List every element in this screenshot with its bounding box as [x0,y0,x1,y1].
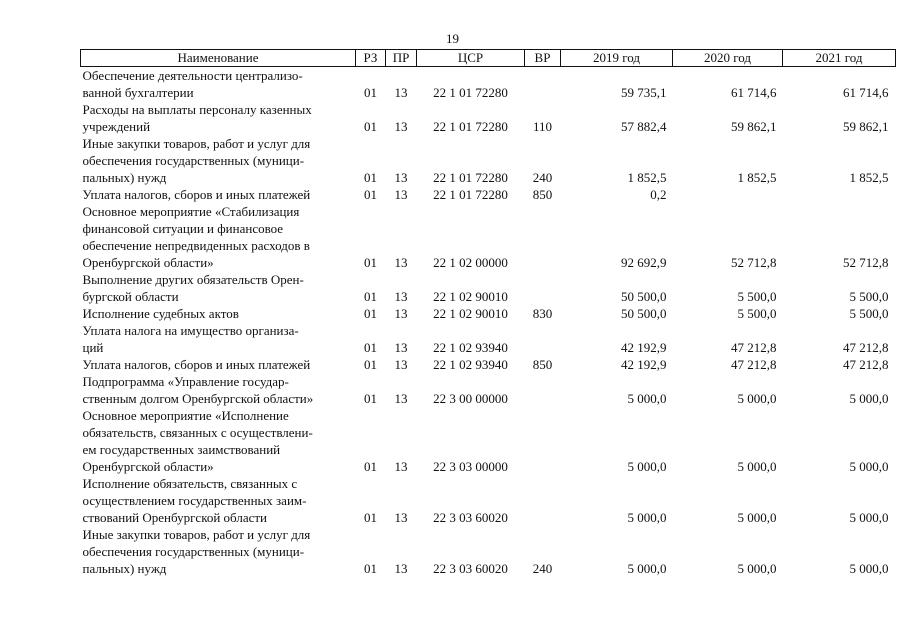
table-row [81,526,896,577]
cell-csr: 22 1 02 90010 [433,306,508,321]
name-line: обеспечения государственных (муници- [82,153,305,168]
table-row [81,186,896,203]
cell-2019: 5 000,0 [627,510,667,525]
cell-rz: 01 [364,170,377,185]
header-rz: РЗ [356,50,386,67]
table-row [81,135,896,186]
cell-2021: 47 212,8 [843,340,889,355]
cell-2020: 5 000,0 [737,459,777,474]
cell-name [81,203,356,271]
name-line: Исполнение обязательств, связанных с [82,476,298,491]
name-line: Исполнение судебных актов [82,306,239,321]
cell-rz: 01 [364,85,377,100]
cell-vr [525,407,561,475]
page-number: 19 [446,31,459,46]
cell-pr: 13 [394,340,408,355]
header-csr: ЦСР [417,50,525,67]
table-row [81,271,896,305]
cell-pr: 13 [394,119,408,134]
cell-rz: 01 [364,510,377,525]
header-2020: 2020 год [673,50,783,67]
cell-2021: 1 852,5 [849,170,889,185]
name-line: Подпрограмма «Управление государ- [82,374,289,389]
cell-2021: 61 714,6 [843,85,889,100]
name-line: Основное мероприятие «Исполнение [82,408,289,423]
name-line: обеспечение непредвиденных расходов в [82,238,310,253]
cell-name [81,135,356,186]
cell-pr: 13 [394,306,408,321]
cell-2019: 50 500,0 [621,306,667,321]
cell-csr: 22 1 02 93940 [433,340,508,355]
cell-pr: 13 [394,357,408,372]
cell-2020: 47 212,8 [731,340,777,355]
name-line: обеспечения государственных (муници- [82,544,305,559]
header-2021: 2021 год [783,50,896,67]
table-row [81,356,896,373]
name-line: обязательств, связанных с осуществлени- [82,425,313,440]
name-line: пальных) нужд [82,561,167,576]
table-row [81,203,896,271]
cell-pr: 13 [394,561,408,576]
cell-2019: 1 852,5 [627,170,667,185]
name-line: Оренбургской области» [82,459,214,474]
cell-2021: 5 000,0 [849,459,889,474]
cell-2019: 42 192,9 [621,357,667,372]
cell-vr [525,67,561,102]
cell-vr [525,322,561,356]
cell-name [81,356,356,373]
cell-2019: 50 500,0 [621,289,667,304]
name-line: финансовой ситуации и финансовое [82,221,284,236]
cell-2020: 52 712,8 [731,255,777,270]
cell-2021: 5 000,0 [849,391,889,406]
name-line: Уплата налога на имущество организа- [82,323,299,338]
cell-vr [525,373,561,407]
name-line: Иные закупки товаров, работ и услуг для [82,527,311,542]
cell-rz: 01 [364,187,377,202]
cell-name [81,305,356,322]
table-header-row [81,50,896,67]
name-line: учреждений [82,119,151,134]
cell-name [81,186,356,203]
table-row [81,475,896,526]
cell-2020: 61 714,6 [731,85,777,100]
name-line: Уплата налогов, сборов и иных платежей [82,187,311,202]
cell-vr: 830 [532,306,553,321]
cell-rz: 01 [364,340,377,355]
cell-2019: 5 000,0 [627,561,667,576]
name-line: ций [82,340,104,355]
cell-csr: 22 1 01 72280 [433,85,508,100]
cell-csr: 22 1 02 93940 [433,357,508,372]
cell-2019: 57 882,4 [621,119,667,134]
cell-vr [525,203,561,271]
cell-rz: 01 [364,357,377,372]
cell-name [81,322,356,356]
cell-2020: 5 500,0 [737,306,777,321]
cell-2020: 5 000,0 [737,510,777,525]
cell-2020: 47 212,8 [731,357,777,372]
cell-pr: 13 [394,255,408,270]
cell-csr: 22 1 01 72280 [433,170,508,185]
cell-csr: 22 3 03 60020 [433,510,508,525]
name-line: ственным долгом Оренбургской области» [82,391,314,406]
name-line: ствований Оренбургской области [82,510,268,525]
cell-rz: 01 [364,561,377,576]
name-line: пальных) нужд [82,170,167,185]
cell-pr: 13 [394,459,408,474]
table-body [81,67,896,578]
cell-vr [525,271,561,305]
cell-2021: 5 500,0 [849,289,889,304]
name-line: Основное мероприятие «Стабилизация [82,204,300,219]
cell-pr: 13 [394,170,408,185]
cell-vr: 850 [532,357,553,372]
name-line: Обеспечение деятельности централизо- [82,68,303,83]
cell-2020: 5 500,0 [737,289,777,304]
cell-rz: 01 [364,306,377,321]
header-name: Наименование [81,50,356,67]
cell-vr: 240 [532,170,553,185]
name-line: ем государственных заимствований [82,442,281,457]
cell-2021 [783,186,896,203]
cell-2019: 59 735,1 [621,85,667,100]
cell-rz: 01 [364,255,377,270]
table-row [81,373,896,407]
cell-name [81,101,356,135]
cell-pr: 13 [394,510,408,525]
name-line: Оренбургской области» [82,255,214,270]
cell-vr: 240 [532,561,553,576]
cell-pr: 13 [394,187,408,202]
name-line: Выполнение других обязательств Орен- [82,272,304,287]
cell-csr: 22 3 00 00000 [433,391,508,406]
table-row [81,67,896,102]
cell-csr: 22 1 02 90010 [433,289,508,304]
cell-2021: 5 500,0 [849,306,889,321]
cell-csr: 22 1 01 72280 [433,119,508,134]
cell-2020: 5 000,0 [737,391,777,406]
cell-2020: 1 852,5 [737,170,777,185]
cell-2019: 92 692,9 [621,255,667,270]
cell-name [81,67,356,102]
cell-2021: 59 862,1 [843,119,889,134]
name-line: бургской области [82,289,179,304]
cell-2019: 42 192,9 [621,340,667,355]
cell-pr: 13 [394,391,408,406]
cell-2021: 52 712,8 [843,255,889,270]
header-vr: ВР [525,50,561,67]
cell-2019: 5 000,0 [627,391,667,406]
table-row [81,101,896,135]
cell-csr: 22 3 03 00000 [433,459,508,474]
cell-2021: 5 000,0 [849,510,889,525]
cell-name [81,373,356,407]
name-line: Иные закупки товаров, работ и услуг для [82,136,311,151]
cell-name [81,271,356,305]
cell-2021: 47 212,8 [843,357,889,372]
name-line: осуществлением государственных заим- [82,493,307,508]
cell-name [81,526,356,577]
cell-rz: 01 [364,391,377,406]
name-line: Уплата налогов, сборов и иных платежей [82,357,311,372]
cell-csr: 22 1 02 00000 [433,255,508,270]
cell-pr: 13 [394,289,408,304]
cell-2019: 5 000,0 [627,459,667,474]
cell-name [81,407,356,475]
cell-csr: 22 3 03 60020 [433,561,508,576]
cell-pr: 13 [394,85,408,100]
table-row [81,305,896,322]
cell-vr: 110 [532,119,553,134]
cell-2020: 59 862,1 [731,119,777,134]
cell-name [81,475,356,526]
cell-rz: 01 [364,119,377,134]
header-2019: 2019 год [561,50,673,67]
cell-vr: 850 [532,187,553,202]
table-row [81,322,896,356]
name-line: Расходы на выплаты персоналу казенных [82,102,312,117]
cell-2020: 5 000,0 [737,561,777,576]
budget-table [80,49,896,577]
name-line: ванной бухгалтерии [82,85,194,100]
cell-2021: 5 000,0 [849,561,889,576]
header-pr: ПР [386,50,417,67]
cell-2020 [673,186,783,203]
cell-vr [525,475,561,526]
cell-csr: 22 1 01 72280 [433,187,508,202]
cell-rz: 01 [364,459,377,474]
cell-2019: 0,2 [650,187,667,202]
cell-rz: 01 [364,289,377,304]
table-row [81,407,896,475]
